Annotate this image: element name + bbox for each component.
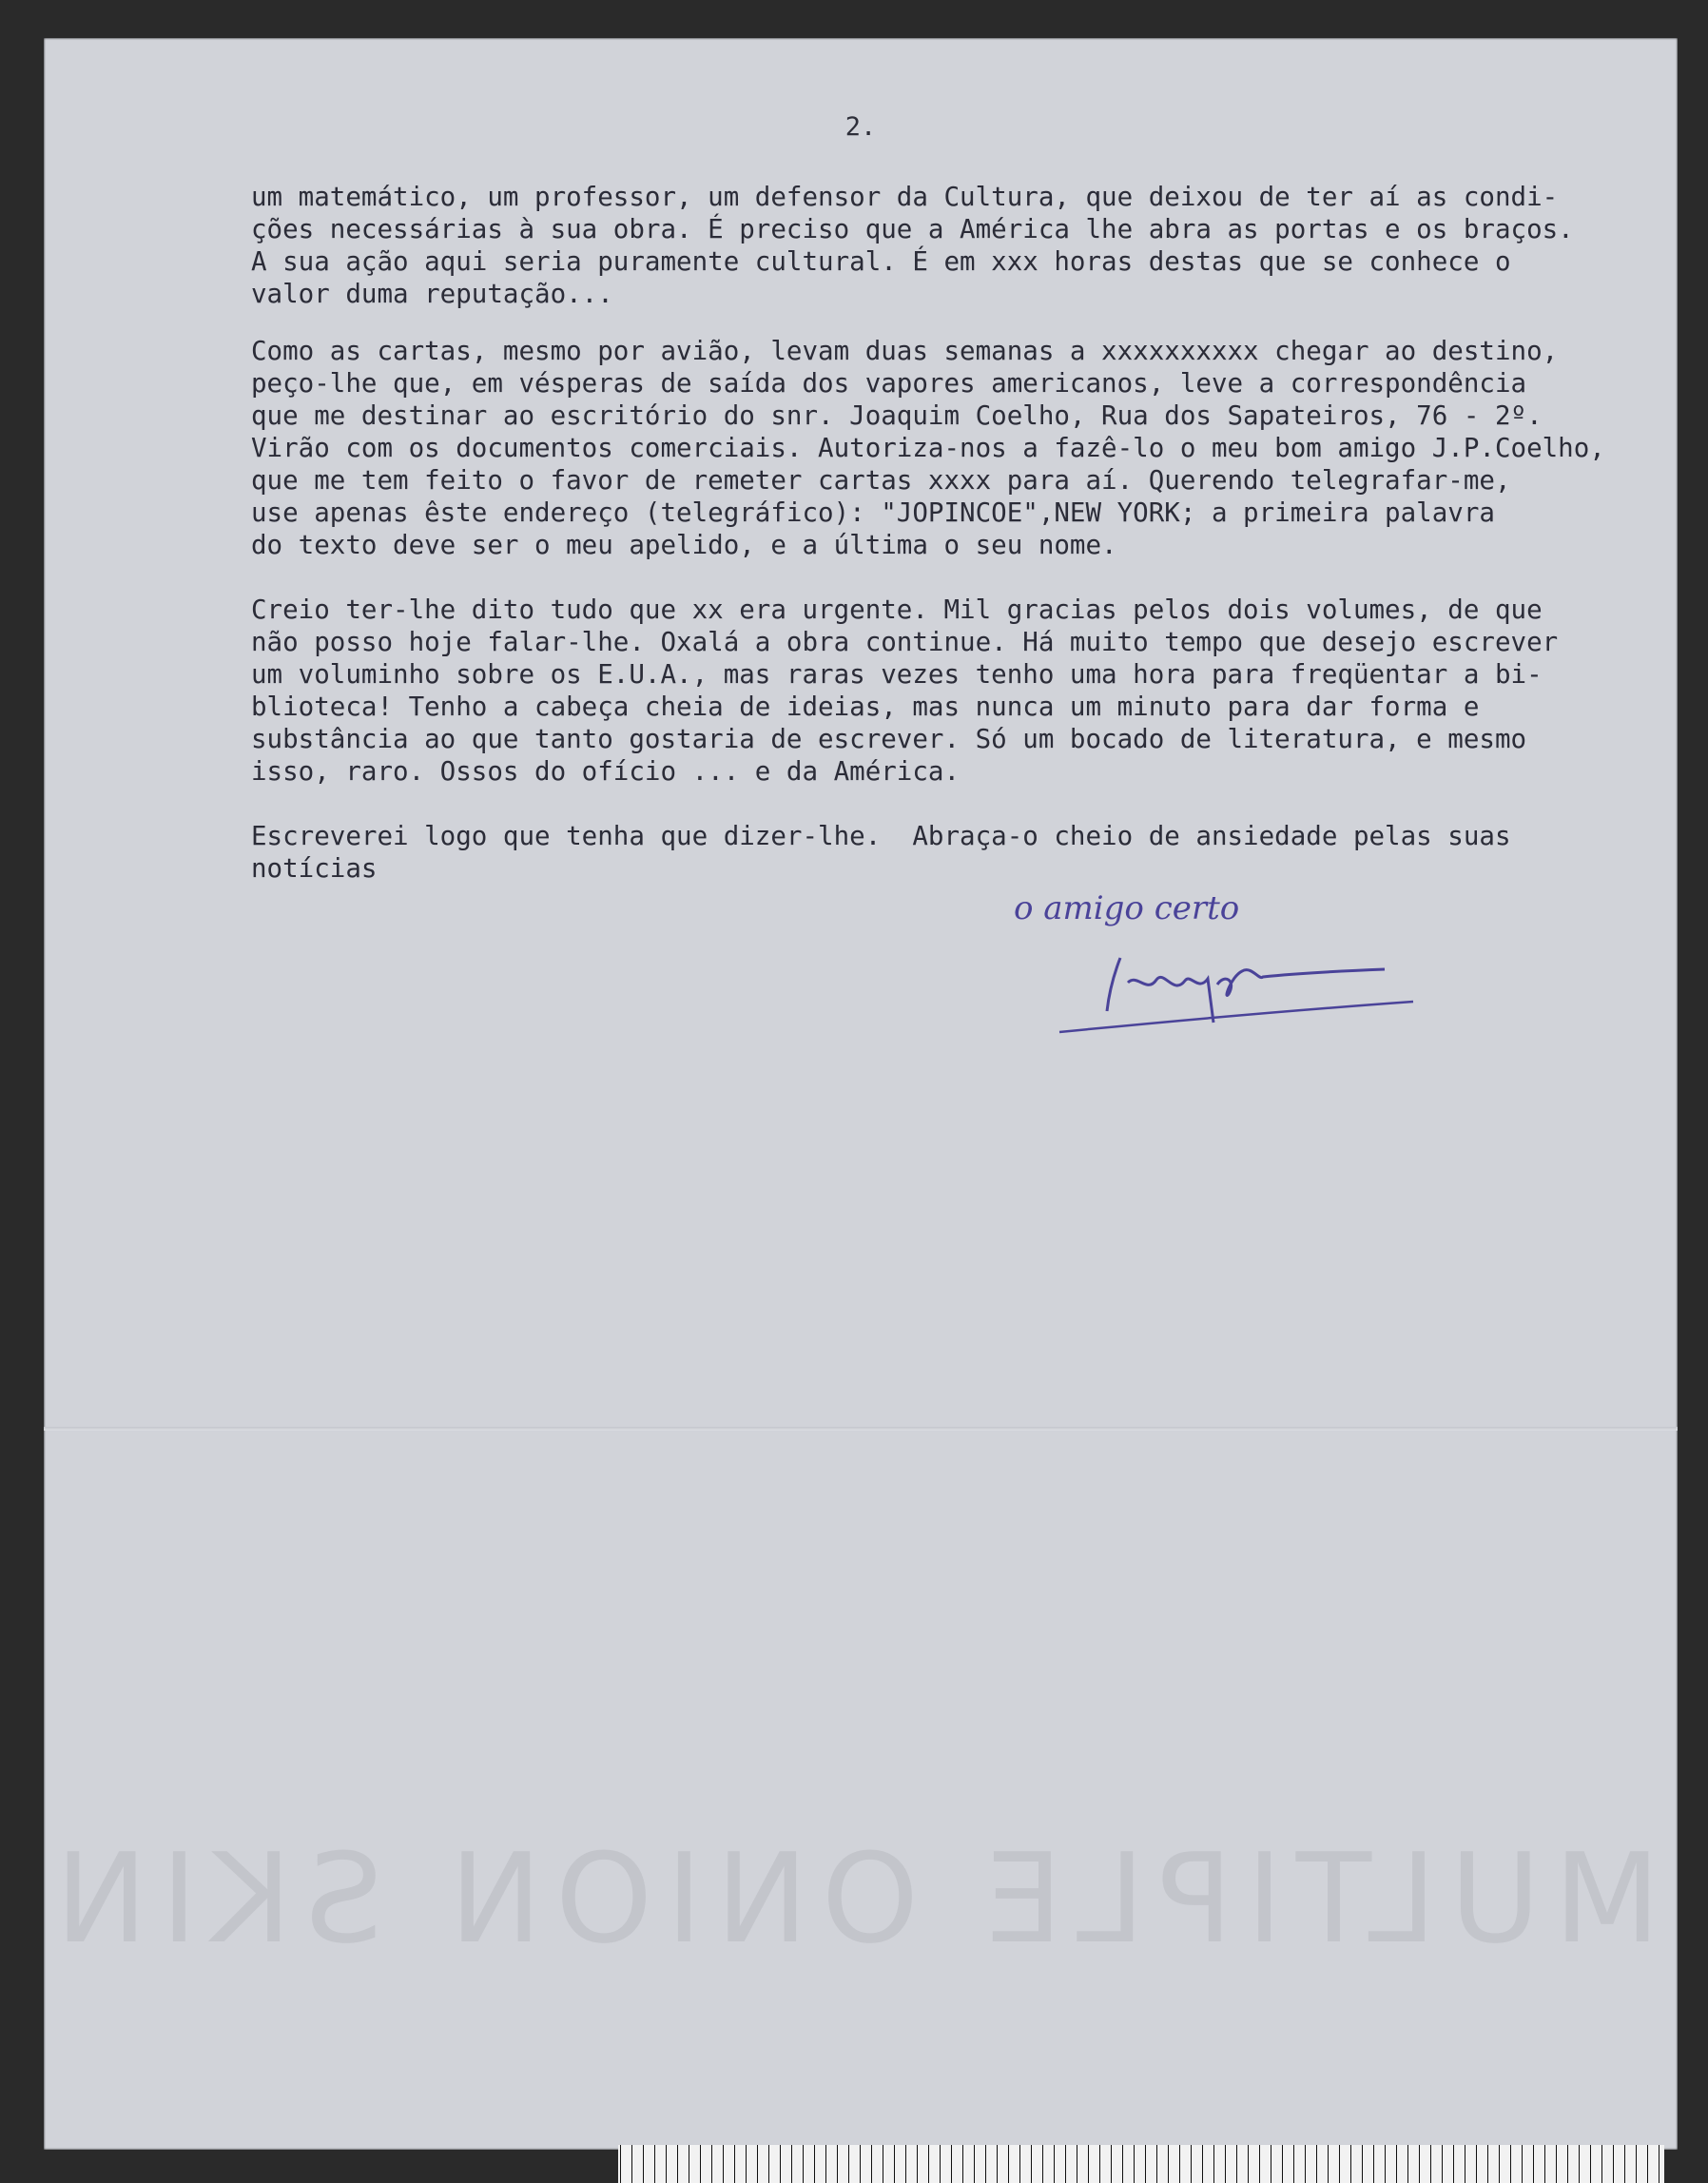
text-line: A sua ação aqui seria puramente cultural. É em xxx horas destas que se conhece o xyxy=(251,246,1511,277)
watermark xyxy=(41,1826,1660,1971)
scale-bar xyxy=(618,2145,1664,2183)
letter-sheet xyxy=(41,38,1678,2150)
watermark-text: MULTIPLE ONION SKIN xyxy=(41,1826,1660,1971)
handwritten-closing: o amigo certo xyxy=(1014,889,1240,927)
text-line: valor duma reputação... xyxy=(251,279,613,309)
text-line: peço-lhe que, em vésperas de saída dos vapores americanos, leve a correspondência xyxy=(251,368,1527,399)
paper-fold xyxy=(44,1427,1678,1431)
text-line: que me destinar ao escritório do snr. Joaquim Coelho, Rua dos Sapateiros, 76 - 2º. xyxy=(251,400,1543,431)
text-line: notícias xyxy=(251,853,378,884)
paragraph xyxy=(251,820,1621,885)
text-line: não posso hoje falar-lhe. Oxalá a obra continue. Há muito tempo que desejo escrever xyxy=(251,627,1559,657)
text-line: Creio ter-lhe dito tudo que xx era urgente. Mil gracias pelos dois volumes, de que xyxy=(251,594,1543,625)
letter-body xyxy=(251,181,1621,909)
paragraph xyxy=(251,594,1621,788)
page-number: 2. xyxy=(844,112,877,142)
text-line: isso, raro. Ossos do ofício ... e da América. xyxy=(251,756,961,787)
text-line: que me tem feito o favor de remeter cartas xxxx para aí. Querendo telegrafar-me, xyxy=(251,465,1511,496)
text-line: Escreverei logo que tenha que dizer-lhe. Abraça-o cheio de ansiedade pelas suas xyxy=(251,821,1511,851)
text-line: um voluminho sobre os E.U.A., mas raras vezes tenho uma hora para freqüentar a bi- xyxy=(251,659,1543,690)
paragraph xyxy=(251,181,1621,310)
text-line: um matemático, um professor, um defensor da Cultura, que deixou de ter aí as condi- xyxy=(251,182,1559,212)
text-line: Como as cartas, mesmo por avião, levam duas semanas a xxxxxxxxxx chegar ao destino, xyxy=(251,336,1559,366)
signature-icon xyxy=(1014,889,1432,1061)
text-line: blioteca! Tenho a cabeça cheia de ideias, mas nunca um minuto para dar forma e xyxy=(251,692,1480,722)
text-line: do texto deve ser o meu apelido, e a última o seu nome. xyxy=(251,530,1117,560)
text-line: use apenas êste endereço (telegráfico): "JOPINCOE",NEW YORK; a primeira palavra xyxy=(251,497,1495,528)
paragraph xyxy=(251,335,1621,561)
text-line: Virão com os documentos comerciais. Autoriza-nos a fazê-lo o meu bom amigo J.P.Coelho, xyxy=(251,433,1605,463)
signature-block xyxy=(1014,889,1432,1061)
text-line: substância ao que tanto gostaria de escrever. Só um bocado de literatura, e mesmo xyxy=(251,724,1527,754)
text-line: ções necessárias à sua obra. É preciso que a América lhe abra as portas e os braços. xyxy=(251,214,1574,244)
